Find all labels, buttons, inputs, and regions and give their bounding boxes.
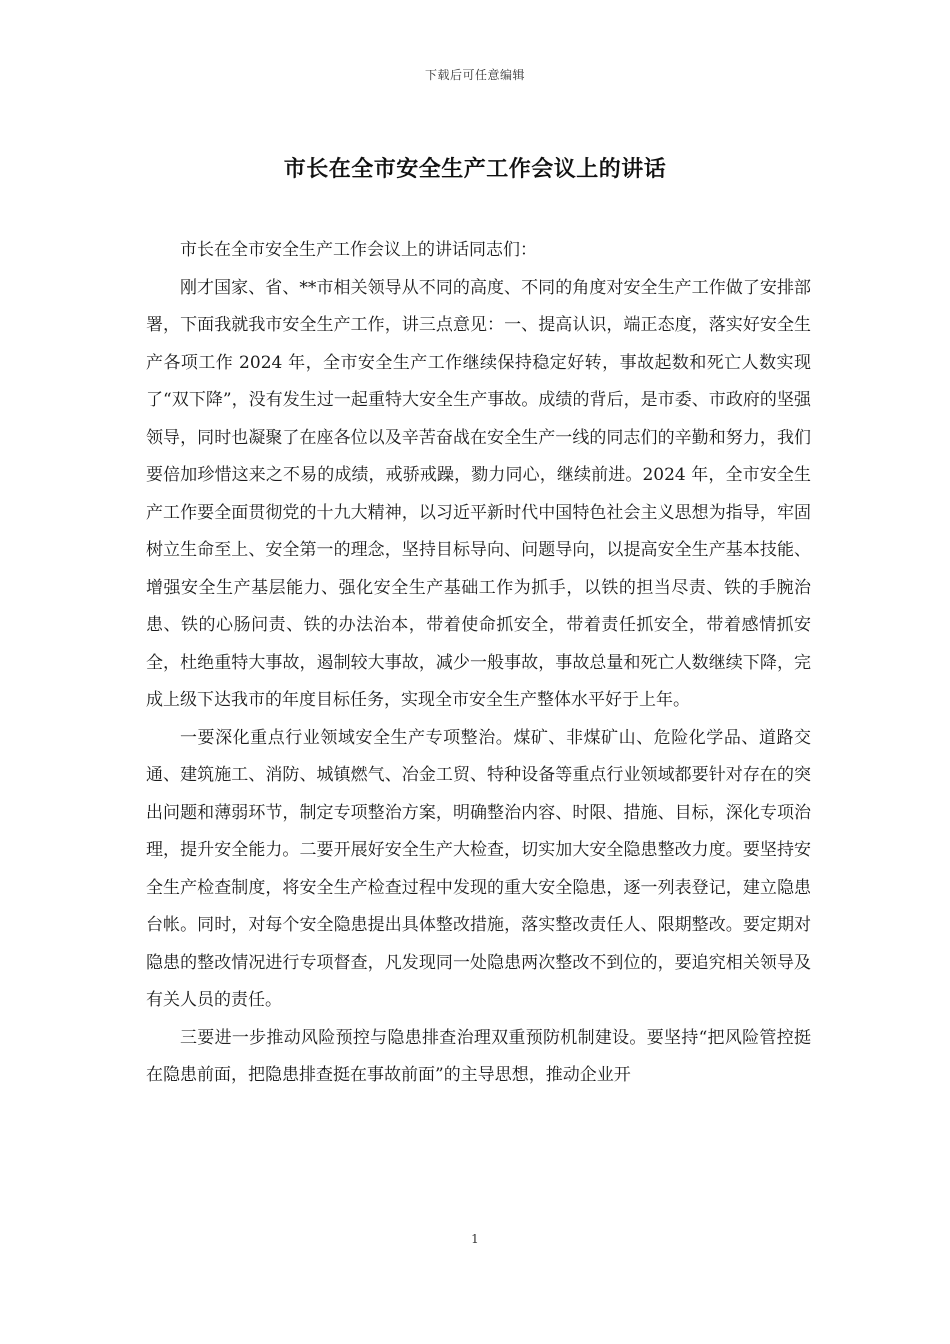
header-note: 下载后可任意编辑: [424, 68, 525, 82]
paragraph-point-three: 三要进一步推动风险预控与隐患排查治理双重预防机制建设。要坚持“把风险管控挺在隐患前面，把隐患排查挺在事故前面”的主导思想，推动企业开: [146, 1027, 811, 1085]
paragraph-salutation: 市长在全市安全生产工作会议上的讲话同志们：: [180, 240, 537, 260]
paragraph-point-one: 一要深化重点行业领域安全生产专项整治。煤矿、非煤矿山、危险化学品、道路交通、建筑施工、消防、城镇燃气、冶金工贸、特种设备等重点行业领域都要针对存在的突出问题和薄弱环节，制定专项整治方案，明确整治内容、时限、措施、目标，深化专项治理，提升安全能力。二要开展好安全生产大检查，切实加大安全隐患整改力度。要坚持安全生产检查制度，将安全生产检查过程中发现的重大安全隐患，逐一列表登记，建立隐患台帐。同时，对每个安全隐患提出具体整改措施，落实整改责任人、限期整改。要定期对隐患的整改情况进行专项督查，凡发现同一处隐患两次整改不到位的，要追究相关领导及有关人员的责任。: [146, 727, 811, 1010]
page-number: 1: [471, 1232, 479, 1246]
paragraph-opening: 刚才国家、省、**市相关领导从不同的高度、不同的角度对安全生产工作做了安排部署，下面我就我市安全生产工作，讲三点意见：一、提高认识，端正态度，落实好安全生产各项工作 2024 年，全市安全生产工作继续保持稳定好转，事故起数和死亡人数实现了“双下降”，没有发生过一起重特大安全生产事故。成绩的背后，是市委、市政府的坚强领导，同时也凝聚了在座各位以及辛苦奋战在安全生产一线的同志们的辛勤和努力，我们要倍加珍惜这来之不易的成绩，戒骄戒躁，勠力同心，继续前进。2024 年，全市安全生产工作要全面贯彻党的十九大精神，以习近平新时代中国特色社会主义思想为指导，牢固树立生命至上、安全第一的理念，坚持目标导向、问题导向，以提高安全生产基本技能、增强安全生产基层能力、强化安全生产基础工作为抓手，以铁的担当尽责、铁的手腕治患、铁的心肠问责、铁的办法治本，带着使命抓安全，带着责任抓安全，带着感情抓安全，杜绝重特大事故，遏制较大事故，减少一般事故，事故总量和死亡人数继续下降，完成上级下达我市的年度目标任务，实现全市安全生产整体水平好于上年。: [146, 277, 811, 710]
document-body: [146, 232, 811, 1095]
document-title: 市长在全市安全生产工作会议上的讲话: [283, 156, 667, 182]
